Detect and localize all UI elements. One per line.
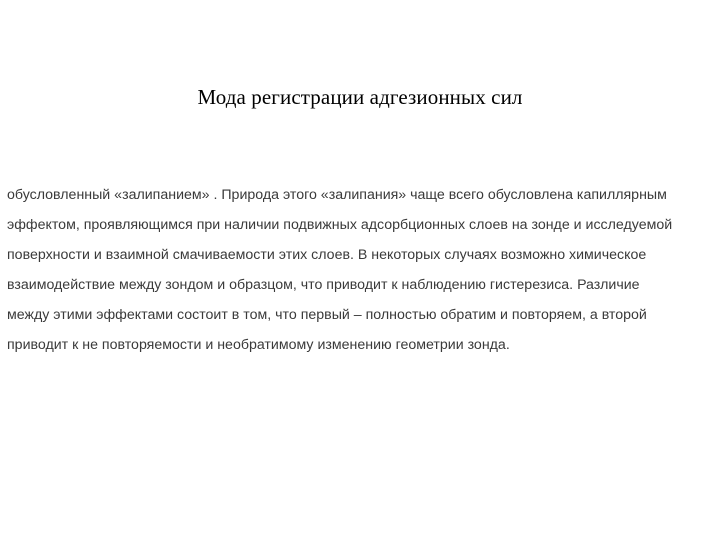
body-line: поверхности и взаимной смачиваемости этих слоев. В некоторых случаях возможно химическое	[7, 247, 647, 263]
body-line: эффектом, проявляющимся при наличии подвижных адсорбционных слоев на зонде и исследуемой	[7, 217, 673, 233]
body-line: приводит к не повторяемости и необратимому изменению геометрии зонда.	[7, 337, 510, 353]
slide-body-text	[7, 180, 719, 360]
slide-title: Мода регистрации адгезионных сил	[197, 85, 523, 109]
body-line: обусловленный «залипанием» . Природа этого «залипания» чаще всего обусловлена капиллярным	[7, 187, 667, 203]
body-line: между этими эффектами состоит в том, что первый – полностью обратим и повторяем, а второй	[7, 307, 647, 323]
body-line: взаимодействие между зондом и образцом, что приводит к наблюдению гистерезиса. Различие	[7, 277, 640, 293]
